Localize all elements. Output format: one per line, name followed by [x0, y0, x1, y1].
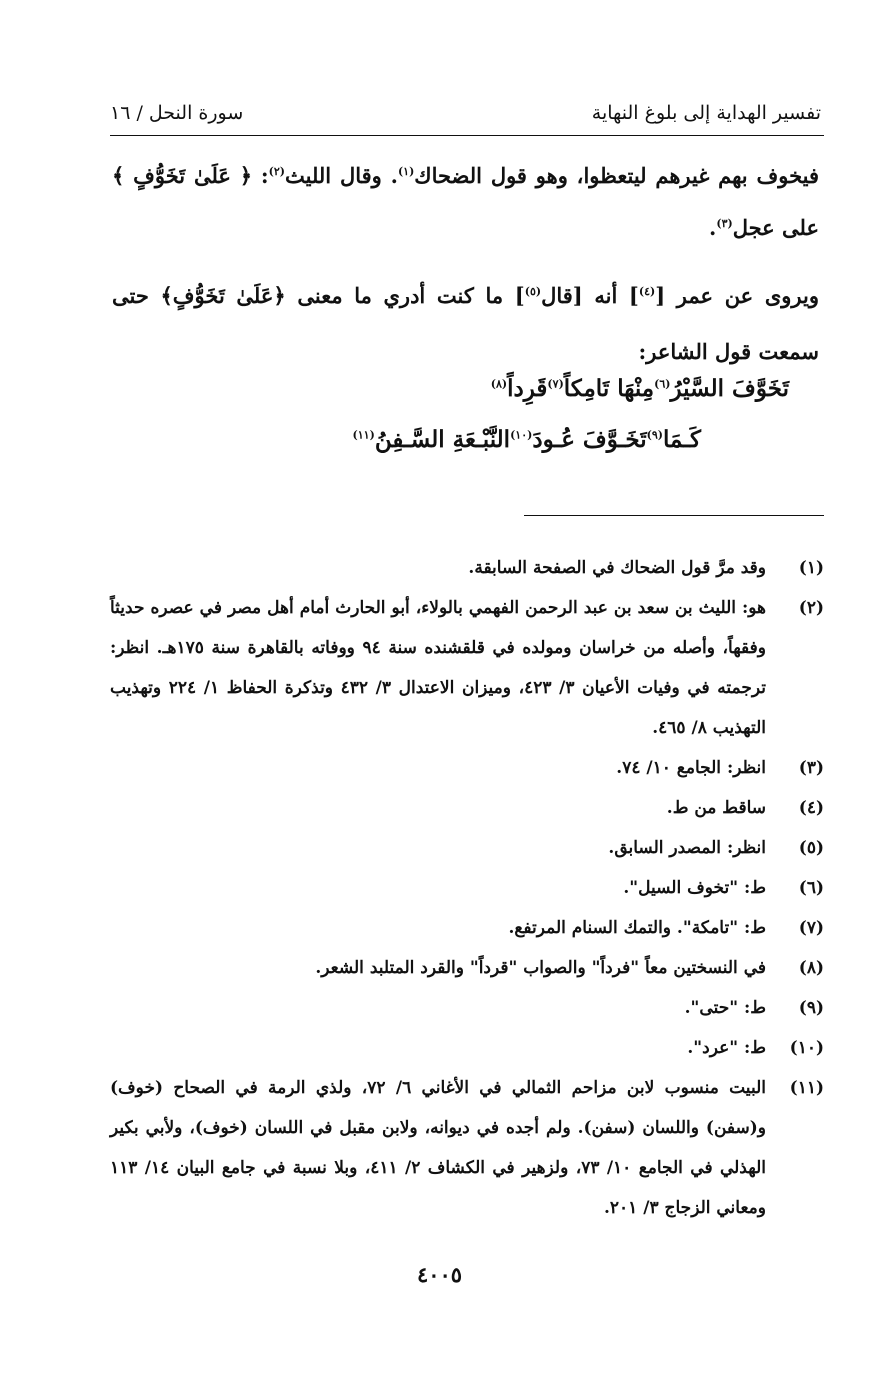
footnote-ref-4[interactable]: (٤)	[638, 285, 656, 298]
footnote-text: ط: "تامكة". والتمك السنام المرتفع.	[508, 918, 766, 938]
footnote-text: البيت منسوب لابن مزاحم الثمالي في الأغاني ٦/ ٧٢، ولذي الرمة في الصحاح (خوف) و(سفن) واللسان (سفن). ولم أجده في ديوانه، ولابن مقبل في اللسان (خوف)، ولأبي بكير الهذلي في الجامع ١٠/ ٧٣، ولزهير في الكشاف ٢/ ٤١١، وبلا نسبة في جامع البيان ١٤/ ١١٣ ومعاني الزجاج ٣/ ٢٠١.	[110, 1078, 766, 1218]
footnote-item	[110, 1028, 824, 1068]
poem-line-2: كَـمَا$^{(٩)}$تَخَـوَّفَ عُـودَ$^{(١٠)}$النَّبْـعَةِ السَّـفِنُ$^{(١١)}$	[352, 426, 701, 453]
footnote-number: (١١)	[789, 1078, 824, 1098]
footnote-divider	[524, 515, 824, 516]
header-divider	[110, 135, 824, 136]
footnote-number: (١)	[798, 558, 824, 578]
footnote-ref-2[interactable]: (٢)	[268, 165, 285, 178]
footnote-item	[110, 588, 824, 748]
footnote-item	[110, 1068, 824, 1228]
footnote-item	[110, 948, 824, 988]
footnote-item	[110, 828, 824, 868]
footnote-number: (١٠)	[789, 1038, 824, 1058]
footnote-number: (٢)	[798, 598, 824, 618]
footnote-ref-10[interactable]: (١٠)	[510, 428, 533, 442]
footnote-number: (٦)	[798, 878, 824, 898]
footnote-number: (٨)	[798, 958, 824, 978]
footnote-ref-6[interactable]: (٦)	[654, 377, 671, 391]
footnote-number: (٣)	[798, 758, 824, 778]
footnote-ref-5[interactable]: (٥)	[524, 285, 542, 298]
footnote-ref-3[interactable]: (٣)	[716, 217, 733, 230]
footnote-text: ط: "عرد".	[687, 1038, 766, 1058]
footnote-text: انظر: الجامع ١٠/ ٧٤.	[616, 758, 766, 778]
footnote-ref-7[interactable]: (٧)	[547, 377, 564, 391]
footnotes-list	[110, 548, 824, 1228]
page-number: ٤٠٠٥	[416, 1262, 463, 1287]
paragraph-1: فيخوف بهم غيرهم ليتعظوا، وهو قول الضحاك$^{(١)}$. وقال الليث$^{(٢)}$: ﴿ عَلَىٰ تَخَوُّفٍ ﴾ على عجل$^{(٣)}$.	[112, 163, 820, 240]
footnote-number: (٥)	[798, 838, 824, 858]
running-header	[110, 96, 821, 130]
footnote-item	[110, 908, 824, 948]
footnote-item	[110, 988, 824, 1028]
footnote-ref-1[interactable]: (١)	[397, 165, 415, 178]
book-title: تفسير الهداية إلى بلوغ النهاية	[591, 102, 821, 124]
paragraph-2: ويروى عن عمر [$^{(٤)}$] أنه [قال$^{(٥)}$] ما كنت أدري ما معنى ﴿عَلَىٰ تَخَوُّفٍ﴾ حتى سمعت قول الشاعر:	[112, 283, 819, 364]
main-text	[112, 150, 819, 380]
footnote-item	[110, 868, 824, 908]
footnote-text: ط: "حتى".	[684, 998, 766, 1018]
footnote-number: (٩)	[798, 998, 824, 1018]
footnote-text: ساقط من ط.	[666, 798, 766, 818]
footnote-ref-9[interactable]: (٩)	[646, 428, 663, 442]
footnote-item	[110, 788, 824, 828]
footnote-item	[110, 548, 824, 588]
poem-line-1: تَخَوَّفَ السَّيْرُ$^{(٦)}$مِنْهَا تَامِكاً$^{(٧)}$قَرِداً$^{(٨)}$	[490, 375, 789, 402]
footnote-text: هو: الليث بن سعد بن عبد الرحمن الفهمي بالولاء، أبو الحارث أمام أهل مصر في عصره حديثاً وفقهاً، وأصله من خراسان ومولده في قلقشنده سنة ٩٤ ووفاته بالقاهرة سنة ١٧٥هـ. انظر: ترجمته في وفيات الأعيان ٣/ ٤٢٣، وميزان الاعتدال ٣/ ٤٣٢ وتذكرة الحفاظ ١/ ٢٢٤ وتهذيب التهذيب ٨/ ٤٦٥.	[110, 598, 766, 738]
footnote-number: (٧)	[798, 918, 824, 938]
footnote-text: وقد مرَّ قول الضحاك في الصفحة السابقة.	[468, 558, 766, 578]
footnote-text: ط: "تخوف السيل".	[623, 878, 766, 898]
footnote-ref-11[interactable]: (١١)	[352, 428, 375, 442]
footnote-text: انظر: المصدر السابق.	[608, 838, 766, 858]
footnote-ref-8[interactable]: (٨)	[490, 377, 508, 391]
footnote-number: (٤)	[798, 798, 824, 818]
footnote-item	[110, 748, 824, 788]
footnote-text: في النسختين معاً "فرداً" والصواب "قرداً" والقرد المتلبد الشعر.	[315, 958, 766, 978]
surah-page-label: سورة النحل / ١٦	[110, 102, 244, 124]
